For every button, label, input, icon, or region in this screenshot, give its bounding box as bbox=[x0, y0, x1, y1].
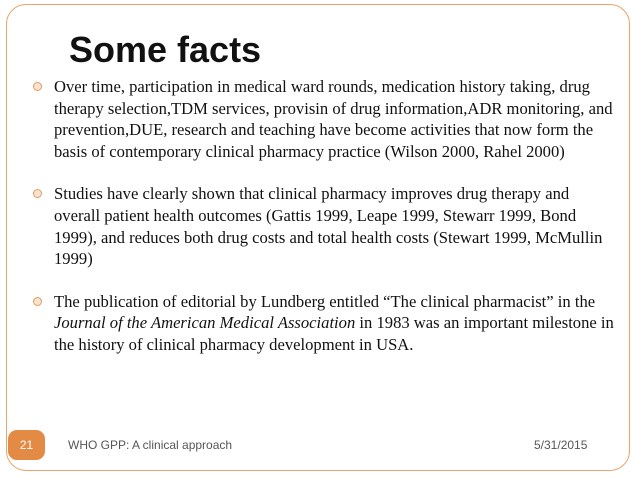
slide-number-badge: 21 bbox=[8, 430, 45, 460]
bullet-circle-icon bbox=[33, 82, 42, 91]
bullet-text-3-before: The publication of editorial by Lundberg entitled “The clinical pharmacist” in the bbox=[54, 291, 596, 311]
footer-title: WHO GPP: A clinical approach bbox=[68, 438, 233, 452]
journal-title: Journal of the American Medical Association bbox=[54, 313, 356, 333]
bullet-list bbox=[32, 76, 616, 356]
bullet-item-1 bbox=[32, 76, 616, 162]
slide-title: Some facts bbox=[69, 29, 262, 70]
footer-date: 5/31/2015 bbox=[534, 438, 588, 452]
bullet-item-2 bbox=[32, 183, 616, 269]
bullet-circle-icon bbox=[33, 297, 42, 306]
bullet-item-3 bbox=[32, 291, 616, 356]
bullet-text-3-after: in 1983 was an important milestone in the history of clinical pharmacy development in USA. bbox=[54, 313, 614, 354]
bullet-text-2: Studies have clearly shown that clinical pharmacy improves drug therapy and overall patient health outcomes (Gattis 1999, Leape 1999, Stewarr 1999, Bond 1999), and reduces both drug costs and total health costs (Stewart 1999, McMullin 1999) bbox=[54, 184, 603, 269]
bullet-circle-icon bbox=[33, 189, 42, 198]
bullet-text-1: Over time, participation in medical ward rounds, medication history taking, drug therapy selection,TDM services, provisin of drug information,ADR monitoring, and prevention,DUE, research and teaching have become activities that now form the basis of contemporary clinical pharmacy practice (Wilson 2000, Rahel 2000) bbox=[54, 77, 613, 161]
